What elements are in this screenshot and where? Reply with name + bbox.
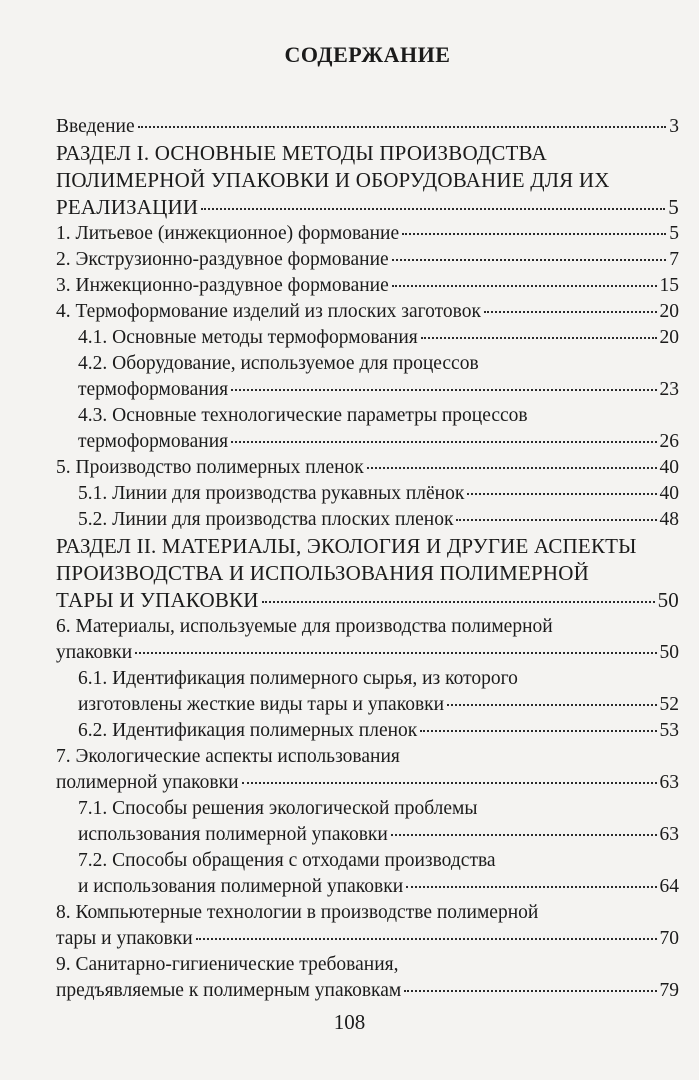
dot-leader <box>391 834 657 836</box>
toc-entry-last-line <box>78 325 679 351</box>
toc-page-number: 79 <box>659 980 679 1001</box>
dot-leader <box>447 704 656 706</box>
toc-entry-text-line: 4.3. Основные технологические параметры процессов <box>78 405 528 426</box>
toc-entry-title: 5.1. Линии для производства рукавных плёнок <box>78 483 465 504</box>
toc-entry <box>56 114 679 140</box>
toc-page-number: 5 <box>669 223 679 244</box>
toc-entry-title: 2. Экструзионно-раздувное формование <box>56 249 389 270</box>
dot-leader <box>392 285 657 287</box>
toc-entry-title: полимерной упаковки <box>56 772 239 793</box>
toc-entry-last-line <box>78 874 679 900</box>
toc-entry-last-line <box>56 455 679 481</box>
toc-entry <box>56 455 679 481</box>
toc-entry-title: 4.1. Основные методы термоформования <box>78 327 418 348</box>
toc-page-number: 23 <box>659 379 679 400</box>
toc-page-number: 52 <box>659 694 679 715</box>
page-number: 108 <box>333 1010 366 1034</box>
toc-page-number: 5 <box>668 195 679 219</box>
toc-entry-title: изготовлены жесткие виды тары и упаковки <box>78 694 445 715</box>
toc-entry-last-line <box>78 429 679 455</box>
toc-entry <box>56 325 679 351</box>
toc-entry <box>56 351 679 403</box>
toc-entry-last-line <box>56 770 679 796</box>
toc-entry <box>56 481 679 507</box>
page-title: СОДЕРЖАНИЕ <box>284 42 451 67</box>
toc-entry <box>56 718 679 744</box>
toc-entry-title: ТАРЫ И УПАКОВКИ <box>56 588 259 612</box>
toc-entry-text-line: 4.2. Оборудование, используемое для процессов <box>78 353 479 374</box>
toc-entry-last-line <box>78 507 679 533</box>
toc-entry-text-line: 9. Санитарно-гигиенические требования, <box>56 954 399 975</box>
toc-entry <box>56 848 679 900</box>
toc-entry-text-line: 7. Экологические аспекты использования <box>56 746 400 767</box>
toc-entry-text-line: 7.2. Способы обращения с отходами производства <box>78 850 496 871</box>
toc-page-number: 63 <box>659 824 679 845</box>
toc-entry-text-line: 6.1. Идентификация полимерного сырья, из которого <box>78 668 518 689</box>
toc-entry-title: 5.2. Линии для производства плоских пленок <box>78 509 454 530</box>
toc-entry-title: 5. Производство полимерных пленок <box>56 457 364 478</box>
toc-entry-last-line <box>78 377 679 403</box>
toc-entry-last-line <box>56 114 679 140</box>
toc-entry-text-line: ПРОИЗВОДСТВА И ИСПОЛЬЗОВАНИЯ ПОЛИМЕРНОЙ <box>56 561 590 585</box>
dot-leader <box>467 493 656 495</box>
toc-entry <box>56 666 679 718</box>
toc-entry-text-line: РАЗДЕЛ I. ОСНОВНЫЕ МЕТОДЫ ПРОИЗВОДСТВА <box>56 141 547 165</box>
toc-entry-last-line <box>56 978 679 1004</box>
toc-page-number: 3 <box>669 116 679 137</box>
toc-entry <box>56 614 679 666</box>
toc-entry-text-line: ПОЛИМЕРНОЙ УПАКОВКИ И ОБОРУДОВАНИЕ ДЛЯ ИХ <box>56 168 610 192</box>
toc-entry-text-line: 7.1. Способы решения экологической проблемы <box>78 798 478 819</box>
toc-entry-last-line <box>78 718 679 744</box>
toc-entry-text-line: 6. Материалы, используемые для производства полимерной <box>56 616 553 637</box>
toc-section <box>56 533 679 614</box>
toc-entry <box>56 952 679 1004</box>
toc-entry <box>56 796 679 848</box>
toc-entry <box>56 403 679 455</box>
dot-leader <box>402 233 666 235</box>
toc-entry-last-line <box>56 926 679 952</box>
toc-entry-last-line <box>56 247 679 273</box>
toc-page-number: 20 <box>659 301 679 322</box>
dot-leader <box>138 126 667 128</box>
toc-entry-title: использования полимерной упаковки <box>78 824 388 845</box>
toc-page-number: 50 <box>657 588 679 612</box>
toc-page-number: 70 <box>659 928 679 949</box>
toc-entry-last-line <box>56 587 679 614</box>
dot-leader <box>421 337 657 339</box>
dot-leader <box>242 782 657 784</box>
toc-entry-last-line <box>56 273 679 299</box>
toc-entry-title: 6.2. Идентификация полимерных пленок <box>78 720 418 741</box>
dot-leader <box>367 467 657 469</box>
toc-entry <box>56 900 679 952</box>
dot-leader <box>420 730 656 732</box>
toc-entry-title: РЕАЛИЗАЦИИ <box>56 195 199 219</box>
dot-leader <box>404 990 656 992</box>
toc-page-number: 48 <box>659 509 679 530</box>
toc-page-number: 63 <box>659 772 679 793</box>
toc-entry-last-line <box>56 194 679 221</box>
toc-entry-title: Введение <box>56 116 135 137</box>
toc-page-number: 40 <box>659 457 679 478</box>
toc-entry-text-line: РАЗДЕЛ II. МАТЕРИАЛЫ, ЭКОЛОГИЯ И ДРУГИЕ АСПЕКТЫ <box>56 534 637 558</box>
toc-page-number: 20 <box>659 327 679 348</box>
toc-page-number: 64 <box>659 876 679 897</box>
dot-leader <box>201 208 665 210</box>
dot-leader <box>231 389 656 391</box>
toc-entry-last-line <box>78 822 679 848</box>
toc-entry <box>56 221 679 247</box>
toc-entry <box>56 744 679 796</box>
toc-page-number: 40 <box>659 483 679 504</box>
toc-entry-title: предъявляемые к полимерным упаковкам <box>56 980 402 1001</box>
toc-entry <box>56 247 679 273</box>
table-of-contents <box>56 114 679 1004</box>
toc-entry-title: 1. Литьевое (инжекционное) формование <box>56 223 400 244</box>
toc-entry-title: и использования полимерной упаковки <box>78 876 404 897</box>
toc-entry-last-line <box>56 221 679 247</box>
toc-entry-last-line <box>56 299 679 325</box>
toc-entry-last-line <box>78 692 679 718</box>
toc-entry-title: тары и упаковки <box>56 928 193 949</box>
toc-entry-last-line <box>78 481 679 507</box>
toc-page-number: 7 <box>669 249 679 270</box>
toc-entry-title: термоформования <box>78 431 229 452</box>
dot-leader <box>456 519 656 521</box>
toc-section <box>56 140 679 221</box>
dot-leader <box>262 601 655 603</box>
toc-page-number: 53 <box>659 720 679 741</box>
toc-page-number: 50 <box>659 642 679 663</box>
dot-leader <box>231 441 656 443</box>
dot-leader <box>406 886 656 888</box>
toc-entry-last-line <box>56 640 679 666</box>
toc-entry-title: 3. Инжекционно-раздувное формование <box>56 275 389 296</box>
dot-leader <box>484 311 657 313</box>
toc-page-number: 26 <box>659 431 679 452</box>
dot-leader <box>196 938 657 940</box>
toc-entry-title: 4. Термоформование изделий из плоских заготовок <box>56 301 481 322</box>
toc-page-number: 15 <box>659 275 679 296</box>
dot-leader <box>135 652 656 654</box>
toc-entry-text-line: 8. Компьютерные технологии в производстве полимерной <box>56 902 539 923</box>
toc-entry-title: упаковки <box>56 642 133 663</box>
toc-entry <box>56 299 679 325</box>
toc-entry-title: термоформования <box>78 379 229 400</box>
dot-leader <box>392 259 667 261</box>
toc-entry <box>56 273 679 299</box>
toc-entry <box>56 507 679 533</box>
